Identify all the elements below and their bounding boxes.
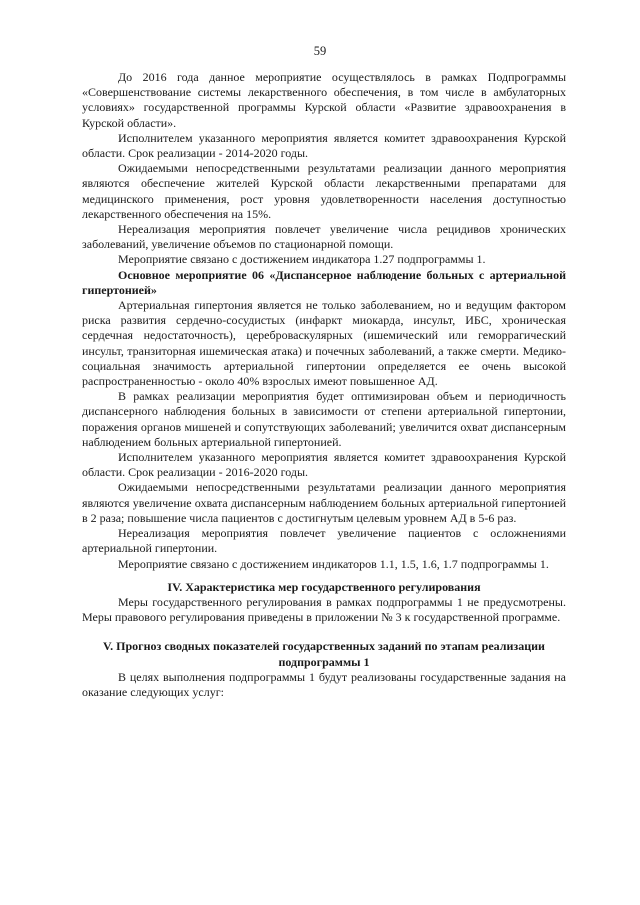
section-iv-heading: IV. Характеристика мер государственного регулирования bbox=[167, 579, 481, 594]
section-v-heading: V. Прогноз сводных показателей государственных заданий по этапам реализации подпрограммы 1 bbox=[103, 639, 545, 669]
section-iv-text: Меры государственного регулирования в рамках подпрограммы 1 не предусмотрены. Меры правового регулирования приведены в приложении № 3 к государственной программе. bbox=[82, 594, 566, 625]
paragraph-expected-results-1: Ожидаемыми непосредственными результатами реализации данного мероприятия являются обеспечение жителей Курской области лекарственными препаратами для медицинского применения, рост уровня удовлетворенности населения доступностью лекарственного обеспечения на 15%. bbox=[82, 161, 566, 221]
paragraph-history: До 2016 года данное мероприятие осуществлялось в рамках Подпрограммы «Совершенствование системы лекарственного обеспечения, в том числе в амбулаторных условиях» государственной программы Курской области «Развитие здравоохранения в Курской области». bbox=[82, 70, 566, 130]
section-v-text: В целях выполнения подпрограммы 1 будут реализованы государственные задания на оказание следующих услуг: bbox=[82, 669, 566, 699]
paragraph-dispensary-optimization: В рамках реализации мероприятия будет оптимизирован объем и периодичность диспансерного наблюдения больных в зависимости от степени артериальной гипертонии, поражения органов мишеней и сопутствующих заболеваний; увеличится охват диспансерным наблюдением больных артериальной гипертонией. bbox=[82, 389, 566, 449]
main-activity-06-heading: Основное мероприятие 06 «Диспансерное наблюдение больных с артериальной гипертонией» bbox=[82, 267, 566, 297]
paragraph-indicators-2: Мероприятие связано с достижением индикаторов 1.1, 1.5, 1.6, 1.7 подпрограммы 1. bbox=[118, 556, 549, 571]
paragraph-non-implementation-1: Нереализация мероприятия повлечет увеличение числа рецидивов хронических заболеваний, увеличение объемов по стационарной помощи. bbox=[82, 222, 566, 252]
page-number: 59 bbox=[313, 44, 327, 58]
paragraph-indicator-1: Мероприятие связано с достижением индикатора 1.27 подпрограммы 1. bbox=[118, 252, 486, 267]
document-body bbox=[82, 70, 566, 700]
paragraph-executor-2: Исполнителем указанного мероприятия является комитет здравоохранения Курской области. Срок реализации - 2016-2020 годы. bbox=[82, 450, 566, 480]
paragraph-expected-results-2: Ожидаемыми непосредственными результатами реализации данного мероприятия являются увеличение охвата диспансерным наблюдением больных артериальной гипертонией в 2 раза; повышение числа пациентов с достигнутым целевым уровнем АД в 5-6 раз. bbox=[82, 480, 566, 525]
paragraph-non-implementation-2: Нереализация мероприятия повлечет увеличение пациентов с осложнениями артериальной гипертонии. bbox=[82, 526, 566, 556]
paragraph-executor-1: Исполнителем указанного мероприятия является комитет здравоохранения Курской области. Срок реализации - 2014-2020 годы. bbox=[82, 130, 566, 161]
paragraph-hypertension-intro: Артериальная гипертония является не только заболеванием, но и ведущим фактором риска развития сердечно-сосудистых (инфаркт миокарда, инсульт, ИБС, хроническая сердечная недостаточность), цереброваскулярных (ишемический или геморрагический инсульт, транзиторная ишемическая атака) и почечных заболеваний, а также смерти. Медико-социальная значимость артериальной гипертонии определяется ее очень высокой распространенностью - около 40% взрослых имеют повышенное АД. bbox=[82, 298, 566, 389]
